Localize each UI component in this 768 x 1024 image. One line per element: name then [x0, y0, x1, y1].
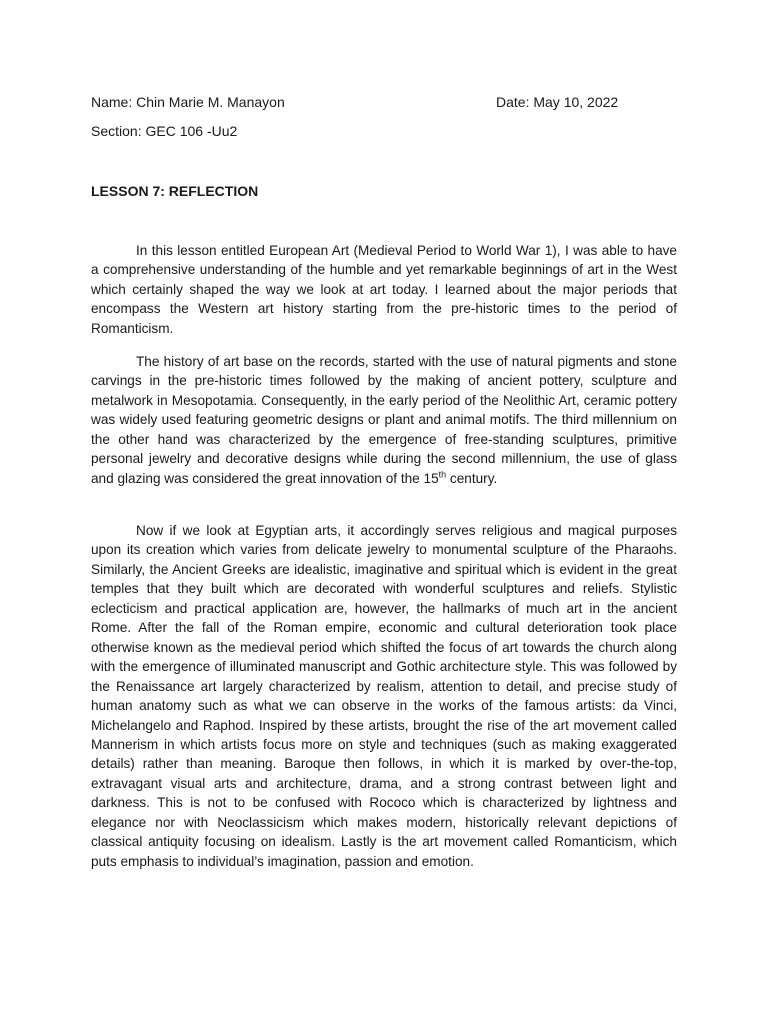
ordinal-suffix: th — [438, 469, 447, 480]
lesson-title: LESSON 7: REFLECTION — [91, 183, 259, 199]
paragraph-history — [91, 352, 677, 488]
paragraph-periods: Now if we look at Egyptian arts, it accordingly serves religious and magical purposes upon its creation which varies from delicate jewelry to monumental sculpture of the Pharaohs. Similarly, the Ancient Greeks are idealistic, imaginative and spiritual which is evident in the great temples that they built which are decorated with wonderful sculptures and reliefs. Stylistic eclecticism and practical application are, however, the hallmarks of much art in the ancient Rome. After the fall of the Roman empire, economic and cultural deterioration took place otherwise known as the medieval period which shifted the focus of art towards the church along with the emergence of illuminated manuscript and Gothic architecture style. This was followed by the Renaissance art largely characterized by realism, attention to detail, and precise study of human anatomy such as what we can observe in the works of the famous artists: da Vinci, Michelangelo and Raphod. Inspired by these artists, brought the rise of the art movement called Mannerism in which artists focus more on style and techniques (such as making exaggerated details) rather than meaning. Baroque then follows, in which it is marked by over-the-top, extravagant visual arts and architecture, drama, and a strong contrast between light and darkness. This is not to be confused with Rococo which is characterized by lightness and elegance nor with Neoclassicism which makes modern, historically relevant depictions of classical antiquity focusing on idealism. Lastly is the art movement called Romanticism, which puts emphasis to individual’s imagination, passion and emotion. — [91, 523, 677, 869]
paragraph-intro: In this lesson entitled European Art (Medieval Period to World War 1), I was able to have a comprehensive understanding of the humble and yet remarkable beginnings of art in the West which certainly shaped the way we look at art today. I learned about the major periods that encompass the Western art history starting from the pre-historic times to the period of Romanticism. — [91, 243, 677, 336]
student-name: Name: Chin Marie M. Manayon — [91, 94, 285, 110]
paragraph-history-text: The history of art base on the records, started with the use of natural pigments and stone carvings in the pre-historic times followed by the making of ancient pottery, sculpture and metalwork in Mesopotamia. Consequently, in the early period of the Neolithic Art, ceramic pottery was widely used featuring geometric designs or plant and animal motifs. The third millennium on the other hand was characterized by the emergence of free-standing sculptures, primitive personal jewelry and decorative designs while during the second millennium, the use of glass and glazing was considered the great innovation of the 15 — [91, 354, 677, 486]
class-section: Section: GEC 106 -Uu2 — [91, 123, 238, 139]
submission-date: Date: May 10, 2022 — [496, 94, 619, 110]
paragraph-history-end: century. — [446, 470, 498, 486]
